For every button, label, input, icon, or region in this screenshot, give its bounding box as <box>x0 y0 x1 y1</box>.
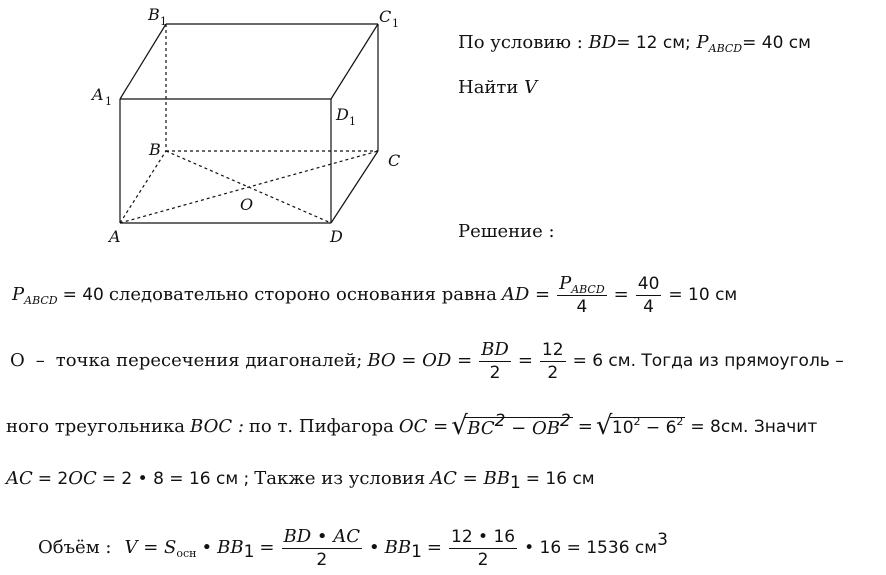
label-a1: A <box>92 85 104 104</box>
label-a: A <box>109 227 121 246</box>
l1-ad: AD = <box>501 284 551 305</box>
label-b: B <box>149 140 161 159</box>
l3-rad2-a: 10 <box>611 418 634 438</box>
l3-oc: OC = <box>398 416 449 437</box>
find-label: Найти <box>458 77 519 98</box>
l5-eq: = <box>259 537 275 558</box>
label-d1: D <box>336 105 349 124</box>
l5-frac2-den: 2 <box>477 549 489 570</box>
l5-s-sub: осн <box>176 547 197 560</box>
l3-rad1-b: − OB <box>505 417 560 439</box>
l1-fraction-p <box>557 273 607 318</box>
l2-fraction-bd <box>479 339 511 384</box>
l3-sqrt-1 <box>453 410 573 439</box>
l3-text1: ного треугольника <box>6 416 186 437</box>
l4-calc: = 2 • 8 = 16 см ; <box>101 469 250 489</box>
condition-p-sub: ABCD <box>708 42 743 55</box>
l5-dot-2: • <box>369 537 380 558</box>
l5-eq-2: = <box>426 537 443 558</box>
label-d1-sub: 1 <box>349 115 356 128</box>
l5-fraction-12-16 <box>449 526 517 571</box>
edge-d-c <box>331 151 378 223</box>
l5-frac-den: 2 <box>316 549 328 570</box>
find-line <box>458 79 537 97</box>
l5-frac-num: BD • AC <box>283 525 360 547</box>
l1-fraction-40 <box>636 273 662 318</box>
l3-eq: = <box>577 416 593 437</box>
condition-p-value: = 40 см <box>742 33 811 53</box>
l5-fraction-bd-ac <box>282 526 363 571</box>
condition-bd-value: = 12 см; <box>616 33 691 53</box>
l2-frac-2b: 2 <box>547 362 559 383</box>
edge-c1-d1 <box>331 24 378 99</box>
l3-rad1-sup2: 2 <box>559 410 571 431</box>
solution-line-2 <box>10 333 844 389</box>
solution-line-3 <box>6 410 817 444</box>
l5-bb-sub: 1 <box>243 542 255 562</box>
l3-rad1-a: BC <box>467 417 495 439</box>
condition-label: По условию : <box>458 32 583 53</box>
l1-text: следовательно стороно основания равна <box>108 284 497 305</box>
l1-frac-p-sub: ABCD <box>571 282 605 296</box>
label-b1: B <box>148 5 160 24</box>
l1-result: = 10 см <box>668 284 738 305</box>
l5-frac2-num: 12 • 16 <box>451 526 516 547</box>
label-d: D <box>330 227 343 246</box>
l4-result: = 16 см <box>525 469 595 489</box>
l3-rad1-sup: 2 <box>494 410 506 431</box>
l3-result: = 8см. Значит <box>690 416 818 437</box>
l3-text2: по т. Пифагора <box>248 416 394 437</box>
condition-bd: BD <box>588 32 617 53</box>
l4-text: Также из условия <box>254 468 426 489</box>
l5-v-s: V = S <box>124 537 177 558</box>
l1-p-sub: ABCD <box>24 294 58 307</box>
l4-eq2: = 2 <box>37 469 69 489</box>
l2-frac-12: 12 <box>541 339 564 360</box>
parallelepiped-figure <box>0 0 420 250</box>
label-b1-sub: 1 <box>160 15 167 28</box>
find-var: V <box>524 77 538 98</box>
l5-bb-2: BB <box>384 537 412 558</box>
l2-o: О <box>10 350 25 371</box>
l5-bb: BB <box>217 537 244 558</box>
solution-line-4 <box>6 468 595 493</box>
l3-boc: BOC : <box>190 416 244 437</box>
hidden-edge-a-b <box>120 151 166 223</box>
l2-text: точка пересечения диагоналей; <box>55 350 363 371</box>
l2-bo-od: BO = OD = <box>367 350 473 371</box>
l1-eq40: = 40 <box>62 284 104 305</box>
l5-label: Объём : <box>38 537 112 558</box>
l5-result: • 16 = 1536 см <box>524 538 658 558</box>
condition-p: P <box>696 32 709 53</box>
l5-dot: • <box>201 537 213 558</box>
l2-dash: – <box>35 350 45 371</box>
l1-frac-den: 4 <box>576 296 588 317</box>
l1-eq: = <box>613 284 629 305</box>
condition-line <box>458 32 811 55</box>
l5-bb-2-sub: 1 <box>411 542 422 562</box>
solution-line-1 <box>12 268 737 322</box>
l4-ac: AC <box>6 468 33 489</box>
l2-frac-bd: BD <box>481 338 509 360</box>
l4-ac-bb: AC = BB <box>430 468 510 489</box>
l4-oc: OC <box>68 468 97 489</box>
l1-frac-4: 4 <box>643 296 654 317</box>
l3-rad2-b: − 6 <box>640 418 677 438</box>
l3-rad2-sup2: 2 <box>676 415 684 428</box>
solution-label: Решение : <box>458 221 555 242</box>
l1-p: P <box>12 284 25 305</box>
l2-eq: = <box>517 350 533 371</box>
l5-result-sup: 3 <box>657 530 668 550</box>
l2-fraction-12 <box>540 339 566 384</box>
label-c: C <box>388 151 401 170</box>
label-o: O <box>240 195 254 214</box>
l2-result: = 6 см. Тогда из прямоуголь – <box>572 350 844 371</box>
solution-line-5 <box>38 521 668 575</box>
l3-rad2-sup: 2 <box>633 415 641 428</box>
l4-bb-sub: 1 <box>509 473 521 493</box>
edge-a1-b1 <box>120 24 166 99</box>
l1-frac-40: 40 <box>637 273 660 294</box>
l3-sqrt-2 <box>598 417 686 437</box>
label-c1-sub: 1 <box>392 17 399 30</box>
l1-frac-p: P <box>559 272 572 294</box>
label-a1-sub: 1 <box>105 95 112 108</box>
label-c1: C <box>379 7 392 26</box>
l2-frac-2: 2 <box>489 362 501 383</box>
